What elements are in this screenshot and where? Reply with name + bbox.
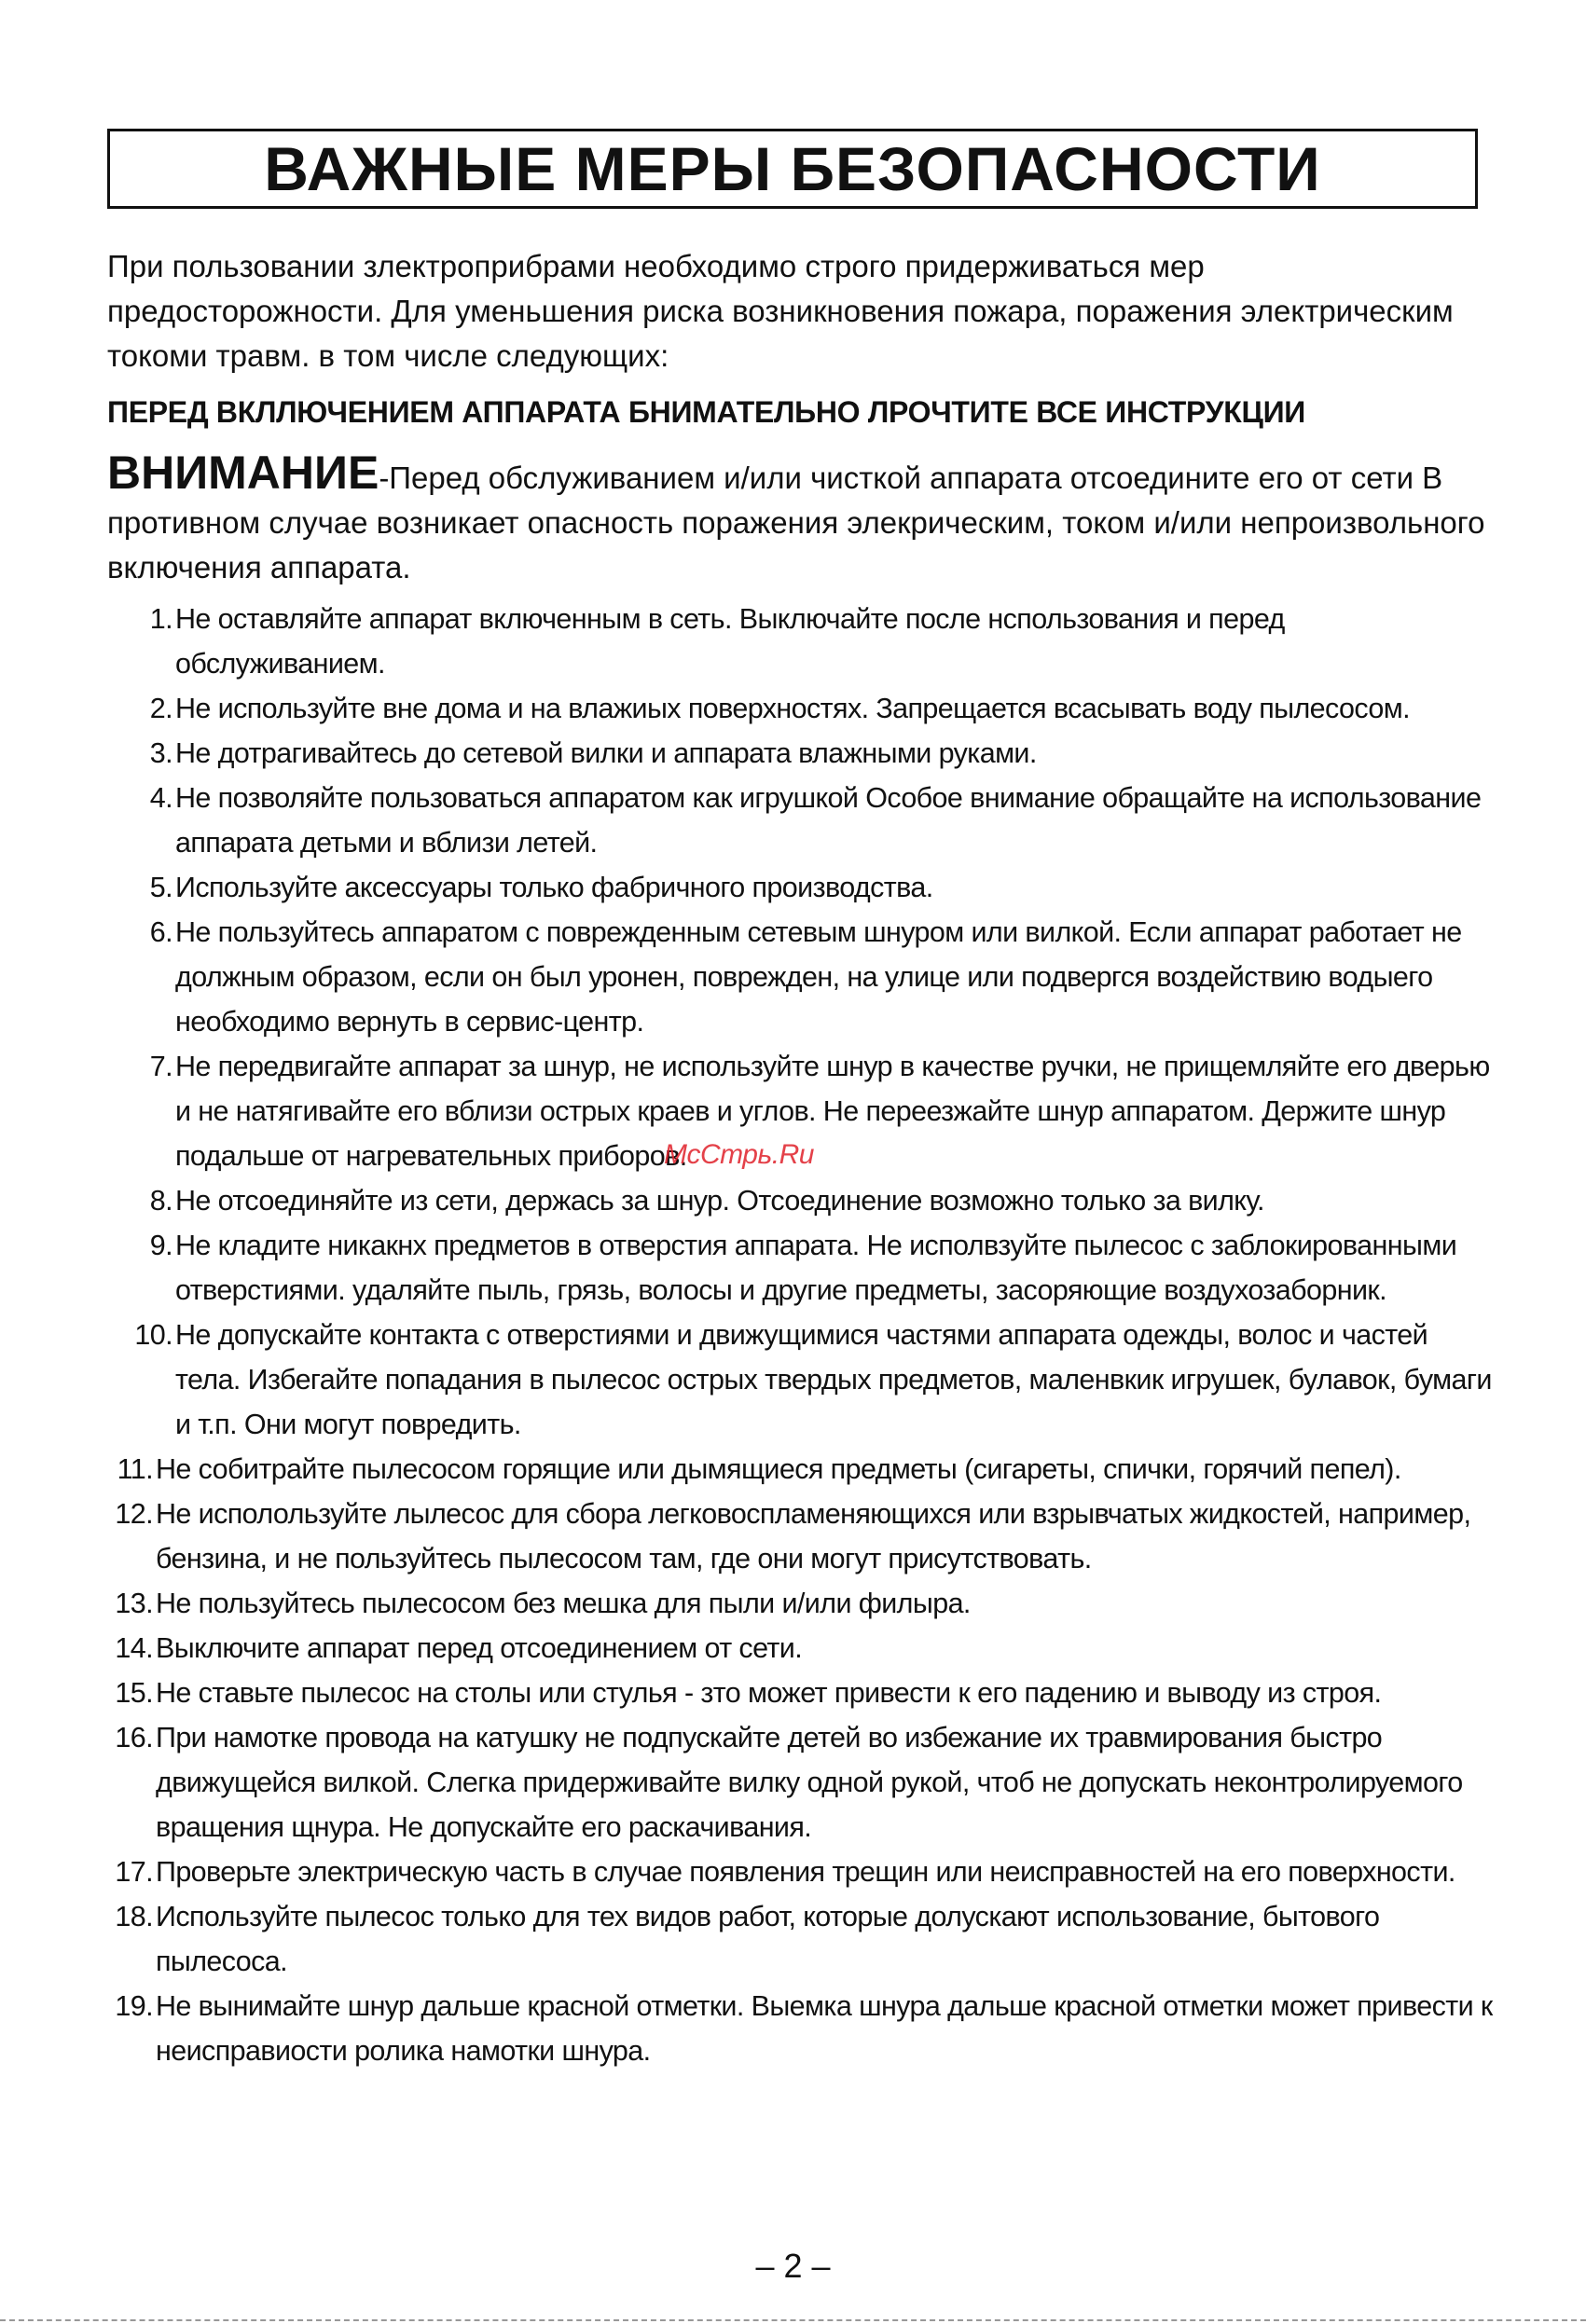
item-number: 19. [115, 1990, 153, 2022]
list-item [107, 731, 1496, 776]
watermark-text: МсСтрь.Ru [664, 1139, 814, 1170]
item-text: Не позволяйте пользоваться аппаратом как игрушкой Особое внимание обращайте на использование аппарата детьми и вблизи летей. [175, 782, 1482, 859]
item-text: Не пользуйтесь аппаратом с поврежденным сетевым шнуром или вилкой. Если аппарат работает не должным образом, если он был уронен, поврежден, на улице или подвергся воздействию водыего необходимо вернуть в сервис-центр. [175, 916, 1462, 1038]
page-title: ВАЖНЫЕ МЕРЫ БЕЗОПАСНОСТИ [264, 134, 1321, 203]
item-text: Не пользуйтесь пылесосом без мешка для пыли и/или филыра. [156, 1588, 971, 1619]
warning-heading: ПЕРЕД ВКЛЛЮЧЕНИЕМ АППАРАТА БНИМАТЕЛЬНО ЛРОЧТИТЕ ВСЕ ИНСТРУКЦИИ [107, 395, 1305, 429]
item-text: При намотке провода на катушку не подпускайте детей во избежание их травмирования быстро движущейся вилкой. Слегка придерживайте вилку одной рукой, чтоб не допускать неконтролируемого вращения щнура. Не допускайте его раскачивания. [156, 1722, 1463, 1843]
bottom-divider [0, 2319, 1586, 2321]
item-text: Не допускайте контакта с отверстиями и движущимися частями аппарата одежды, волос и частей тела. Избегайте попадания в пылесос острых твердых предметов, маленвкик игрушек, булавок, бумаги и т.п. Они могут повредить. [175, 1319, 1492, 1440]
item-text: Не передвигайте аппарат за шнур, не используйте шнур в качестве ручки, не прищемляйте его дверью и не натягивайте его вблизи острых краев и углов. Не переезжайте шнур аппаратом. Держите шнур подальше от нагревательных приборов. [175, 1051, 1490, 1172]
attention-text: -Перед обслуживанием и/или чисткой аппарата отсоедините его от сети В противном случае возникает опасность поражения элекрическим, током и/или непроизвольного включения аппарата. [107, 461, 1485, 584]
list-item [107, 1671, 1496, 1715]
list-item [107, 865, 1496, 910]
list-item [107, 1447, 1496, 1492]
item-number: 16. [115, 1722, 153, 1753]
item-number: 11. [117, 1453, 153, 1485]
list-item [107, 1715, 1496, 1850]
item-number: 3. [149, 737, 172, 769]
item-text: Проверьте электрическую часть в случае появления трещин или неисправностей на его поверхности. [156, 1856, 1455, 1888]
title-box [107, 129, 1478, 209]
item-text: Выключите аппарат перед отсоединением от сети. [156, 1632, 803, 1664]
list-item [107, 910, 1496, 1044]
item-text: Не используйте вне дома и на влажиых поверхностях. Запрещается всасывать воду пылесосом. [175, 693, 1410, 724]
item-text: Используйте пылесос только для тех видов работ, которые долускают использование, бытового пылесоса. [156, 1901, 1380, 1977]
item-number: 6. [149, 916, 172, 948]
item-number: 10. [134, 1319, 172, 1351]
item-number: 12. [115, 1498, 153, 1530]
list-item [107, 1581, 1496, 1626]
item-number: 2. [149, 693, 172, 724]
item-text: Используйте аксессуары только фабричного производства. [175, 872, 933, 903]
item-number: 4. [149, 782, 172, 814]
item-number: 7. [149, 1051, 172, 1082]
item-text: Не вынимайте шнур дальше красной отметки. Выемка шнура дальше красной отметки может привести к неисправиости ролика намотки шнура. [156, 1990, 1493, 2067]
list-item [107, 1313, 1496, 1447]
item-number: 5. [149, 872, 172, 903]
item-text: Не исполользуйте лылесос для сбора легковоспламеняющихся или взрывчатых жидкостей, например, бензина, и не пользуйтесь пылесосом там, где они могут присутствовать. [156, 1498, 1471, 1575]
item-number: 9. [149, 1230, 172, 1261]
item-number: 18. [115, 1901, 153, 1932]
list-item [107, 1223, 1496, 1313]
item-text: Не кладите никакнх предметов в отверстия аппарата. Не исполвзуйте пылесос с заблокированными отверстиями. удаляйте пыль, грязь, волосы и другие предметы, засоряющие воздухозаборник. [175, 1230, 1457, 1306]
attention-label: ВНИМАНИЕ [107, 447, 379, 499]
list-item [107, 1492, 1496, 1581]
list-item [107, 1984, 1496, 2073]
attention-paragraph [107, 447, 1487, 590]
item-number: 15. [115, 1677, 153, 1709]
item-number: 8. [149, 1185, 172, 1217]
list-item [107, 1894, 1496, 1984]
list-item [107, 776, 1496, 865]
list-item [107, 1178, 1496, 1223]
item-number: 17. [115, 1856, 153, 1888]
item-text: Не оставляйте аппарат включенным в сеть. Выключайте после нспользования и перед обслуживанием. [175, 603, 1285, 680]
safety-list [107, 597, 1496, 2073]
item-text: Не дотрагивайтесь до сетевой вилки и аппарата влажными руками. [175, 737, 1037, 769]
list-item [107, 597, 1496, 686]
item-text: Не отсоединяйте из сети, держась за шнур. Отсоединение возможно только за вилку. [175, 1185, 1264, 1217]
item-number: 13. [115, 1588, 153, 1619]
item-number: 14. [115, 1632, 153, 1664]
list-item [107, 1626, 1496, 1671]
list-item [107, 1850, 1496, 1894]
item-text: Не ставьте пылесос на столы или стулья - зто может привести к его падению и выводу из строя. [156, 1677, 1382, 1709]
item-number: 1. [149, 603, 172, 635]
intro-paragraph: При пользовании злектроприбрами необходимо строго придерживаться мер предосторожности. Для уменьшения риска возникновения пожара, поражения электрическим токоми травм. в том числе следующих: [107, 249, 1454, 373]
page-number: – 2 – [755, 2247, 831, 2285]
item-text: Не собитрайте пылесосом горящие или дымящиеся предметы (сигареты, спички, горячий пепел). [156, 1453, 1401, 1485]
list-item [107, 686, 1496, 731]
